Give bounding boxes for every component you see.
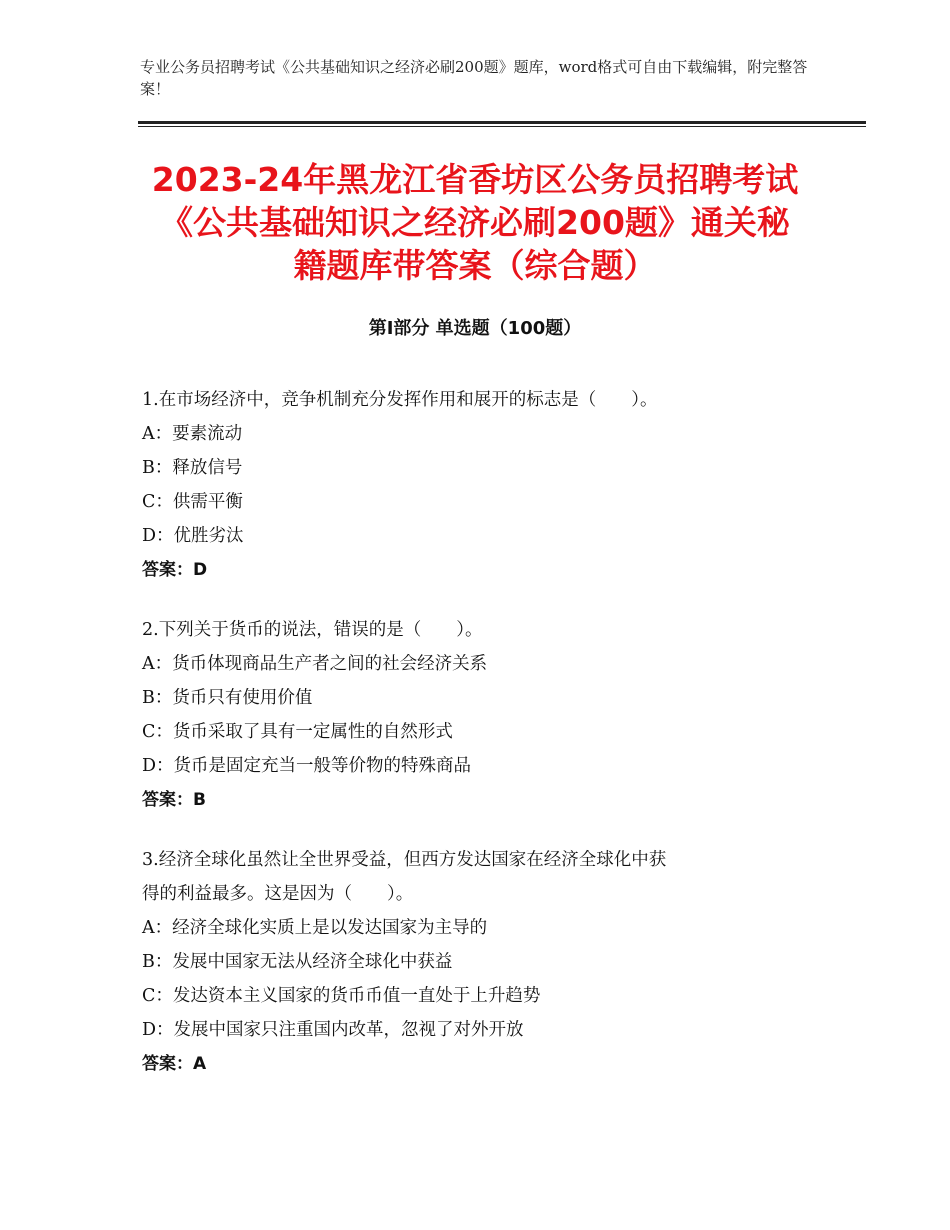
option-c: C：供需平衡: [142, 492, 243, 512]
question-2: [142, 613, 822, 817]
header-divider-thin: [138, 126, 866, 127]
option-d: D：发展中国家只注重国内改革，忽视了对外开放: [142, 1020, 524, 1040]
option-a: A：经济全球化实质上是以发达国家为主导的: [142, 918, 488, 938]
option-b: B：发展中国家无法从经济全球化中获益: [142, 952, 453, 972]
question-3: [142, 843, 822, 1081]
answer-key: 答案：D: [142, 560, 208, 580]
option-c: C：发达资本主义国家的货币币值一直处于上升趋势: [142, 986, 541, 1006]
option-c: C：货币采取了具有一定属性的自然形式: [142, 722, 453, 742]
option-d: D：货币是固定充当一般等价物的特殊商品: [142, 756, 472, 776]
document-title: [100, 158, 850, 287]
title-line: 籍题库带答案（综合题）: [293, 246, 657, 285]
option-b: B：释放信号: [142, 458, 243, 478]
title-line: 2023-24年黑龙江省香坊区公务员招聘考试: [151, 160, 799, 199]
title-line: 《公共基础知识之经济必刷200题》通关秘: [160, 203, 790, 242]
header-divider-thick: [138, 121, 866, 124]
option-b: B：货币只有使用价值: [142, 688, 313, 708]
question-stem-continued: 得的利益最多。这是因为（ ）。: [142, 884, 414, 904]
option-a: A：货币体现商品生产者之间的社会经济关系: [142, 654, 488, 674]
answer-key: 答案：B: [142, 790, 206, 810]
question-list: [142, 383, 822, 1107]
option-d: D：优胜劣汰: [142, 526, 244, 546]
option-a: A：要素流动: [142, 424, 243, 444]
answer-key: 答案：A: [142, 1054, 207, 1074]
header-note: 专业公务员招聘考试《公共基础知识之经济必刷200题》题库，word格式可自由下载编辑，附完整答案！: [140, 58, 808, 98]
question-stem: 2.下列关于货币的说法，错误的是（ ）。: [142, 620, 483, 640]
question-stem: 3.经济全球化虽然让全世界受益，但西方发达国家在经济全球化中获: [142, 850, 667, 870]
question-stem: 1.在市场经济中，竞争机制充分发挥作用和展开的标志是（ ）。: [142, 390, 658, 410]
section-heading: 第Ⅰ部分 单选题（100题）: [368, 318, 582, 339]
question-1: [142, 383, 822, 587]
